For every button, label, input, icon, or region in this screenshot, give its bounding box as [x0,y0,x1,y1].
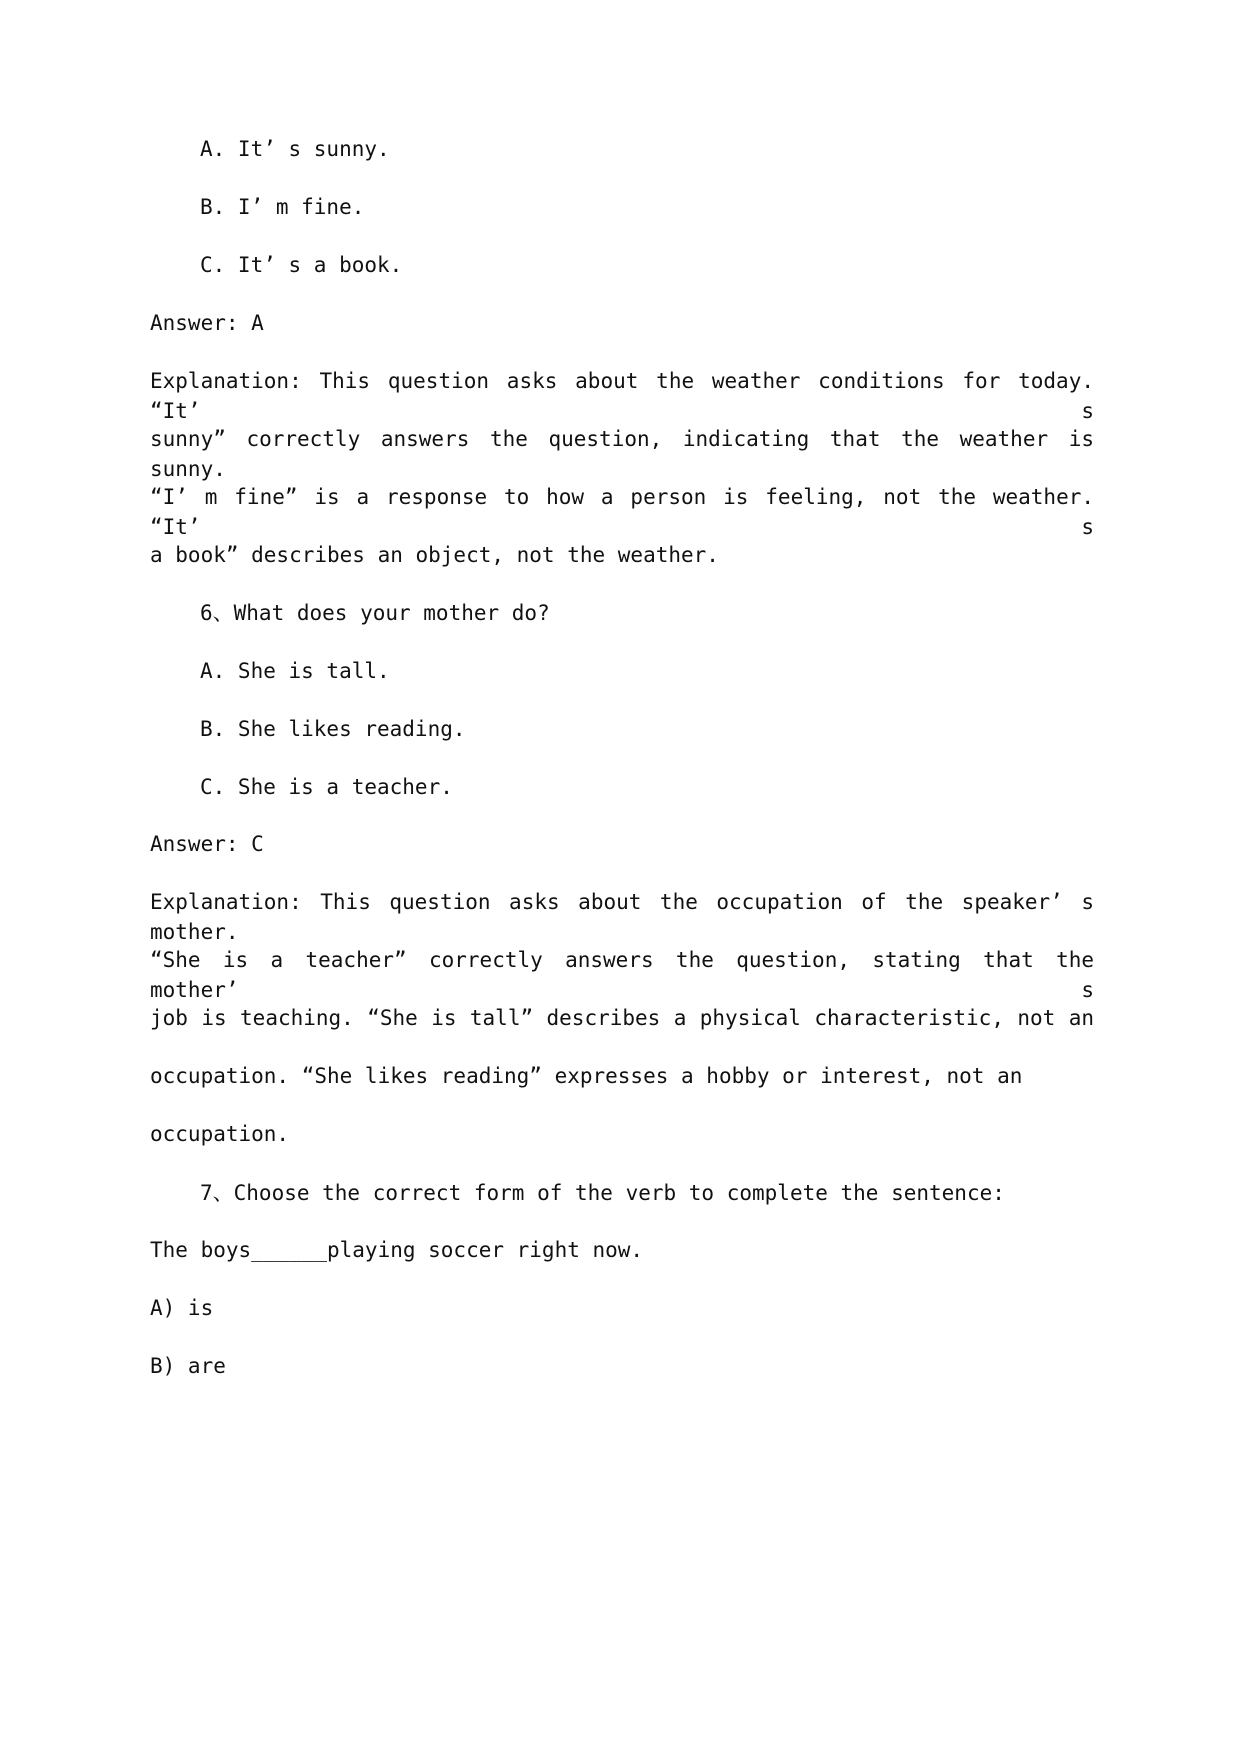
q5-explanation-line: sunny” correctly answers the question, indicating that the weather is sunny. [150,427,1094,481]
q6-option-b: B. She likes reading. [200,717,466,741]
q6-explanation-line: job is teaching. “She is tall” describes a physical characteristic, not an [150,1006,1094,1030]
q6-explanation-line: occupation. [150,1122,290,1146]
q5-option-b: B. I’ m fine. [200,195,365,219]
q5-explanation-line: a book” describes an object, not the weather. [150,543,719,567]
q6-question: 6、What does your mother do? [200,601,550,625]
q6-option-c: C. She is a teacher. [200,775,453,799]
q7-option-a: A) is [150,1296,214,1320]
q7-question: 7、Choose the correct form of the verb to complete the sentence: [200,1181,1005,1205]
q7-sentence: The boys______playing soccer right now. [150,1238,644,1262]
q5-explanation-line: Explanation: This question asks about the weather conditions for today. “It’ s [150,369,1094,423]
q6-answer: Answer: C [150,832,264,856]
q6-explanation-line: “She is a teacher” correctly answers the question, stating that the mother’ s [150,948,1094,1002]
q6-option-a: A. She is tall. [200,659,390,683]
q5-answer: Answer: A [150,311,264,335]
q6-explanation-line: occupation. “She likes reading” expresses a hobby or interest, not an [150,1064,1023,1088]
q7-option-b: B) are [150,1354,226,1378]
q6-explanation-line: Explanation: This question asks about the occupation of the speaker’ s mother. [150,890,1094,944]
q5-option-c: C. It’ s a book. [200,253,403,277]
q5-explanation-line: “I’ m fine” is a response to how a person is feeling, not the weather. “It’ s [150,485,1094,539]
q5-option-a: A. It’ s sunny. [200,137,390,161]
